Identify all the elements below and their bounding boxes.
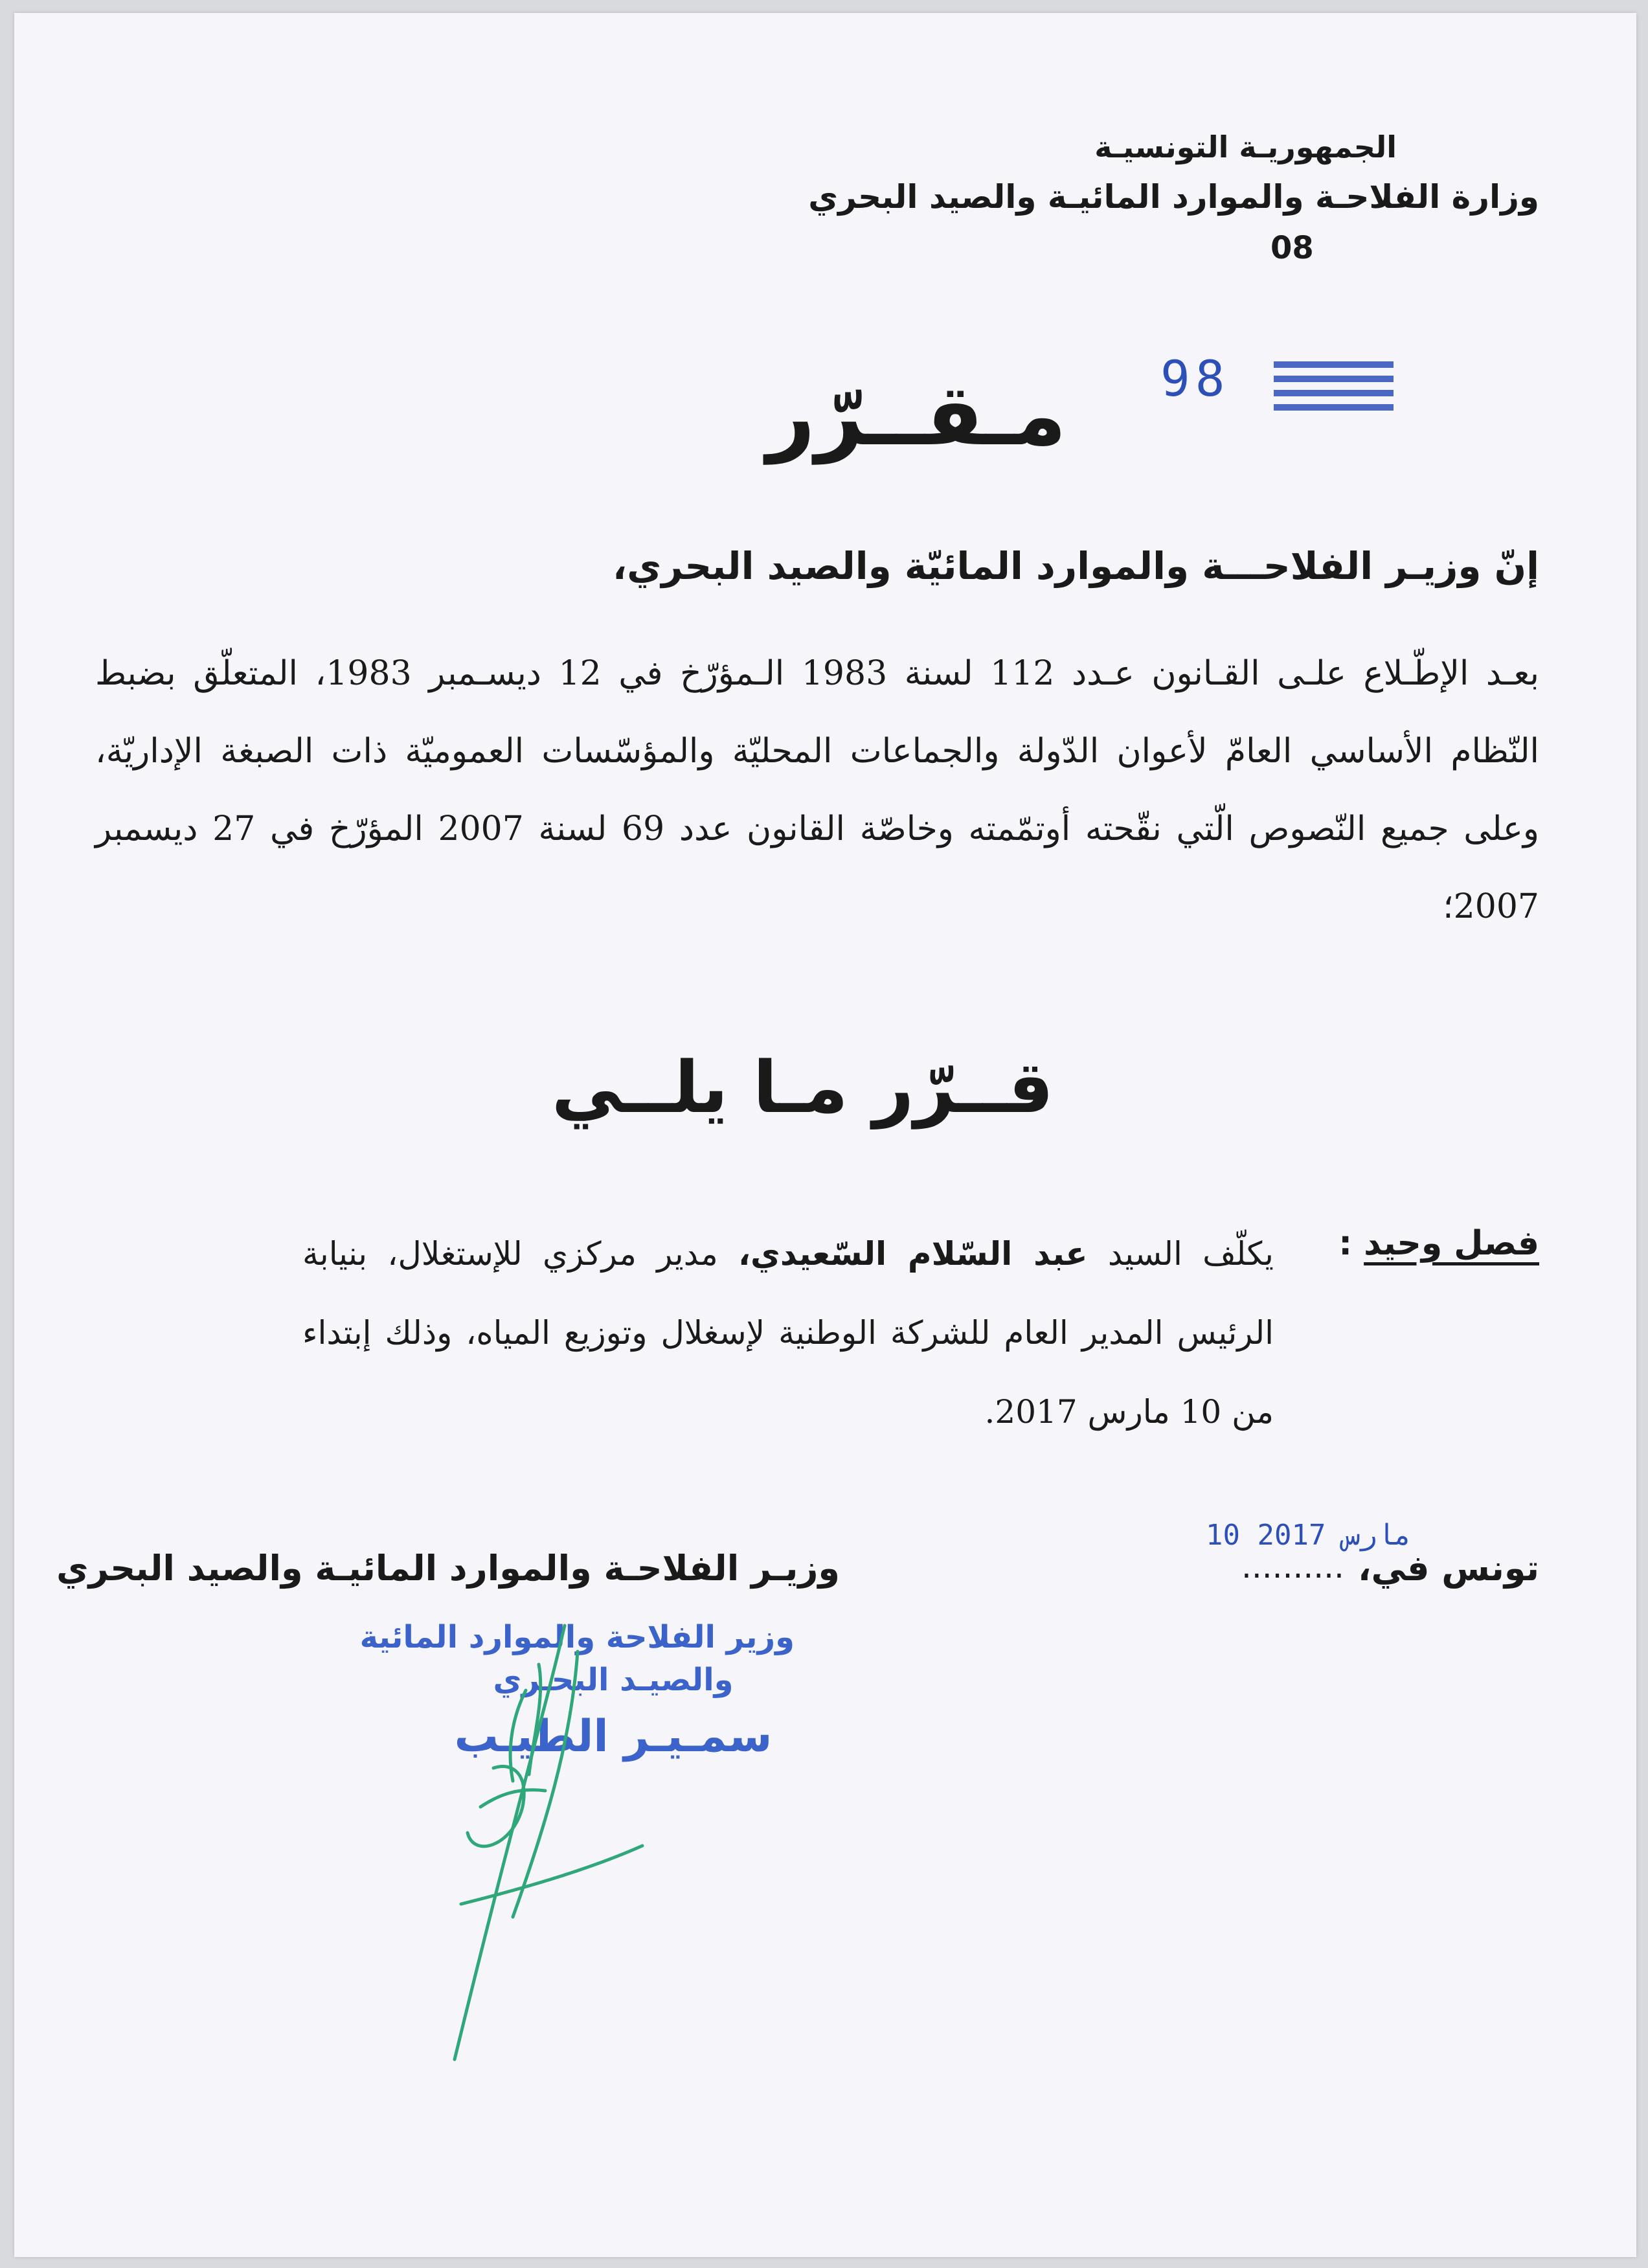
date-stamp: 10 مارس 2017 [1206, 1519, 1412, 1552]
article-separator: : [1338, 1224, 1353, 1263]
minister-title: وزيـر الفلاحـة والموارد المائيـة والصيد البحري [56, 1548, 840, 1589]
preamble-paragraph: بعـد الإطّـلاع علـى القـانون عـدد 112 لسنة 1983 الـمؤرّخ في 12 ديسـمبر 1983، المتعلّق بضبط النّظام الأساسي العامّ لأعوان الدّولة والجماعات المحليّة والمؤسّسات العموميّة ذات الصبغة الإداريّة، وعلى جميع النّصوص الّتي نقّحته أوتمّمته وخاصّة القانون عدد 69 لسنة 2007 المؤرّخ في 27 ديسمبر 2007؛ [95, 654, 1539, 926]
document-title: مـقــرّر [766, 366, 1067, 464]
article-person-name: عبد السّلام السّعيدي، [738, 1235, 1088, 1273]
seal-line-1: وزير الفلاحة والموارد المائية [359, 1619, 795, 1655]
header-republic: الجمهوريـة التونسيـة [1094, 130, 1397, 164]
header-ministry: وزارة الفلاحـة والموارد المائيـة والصيد البحري [808, 178, 1539, 216]
seal-line-2: والصيـد البحـري [493, 1662, 734, 1698]
intro-line: إنّ وزيـر الفلاحـــة والموارد المائيّة والصيد البحري، [613, 544, 1539, 588]
place-label: تونس في، [1357, 1548, 1539, 1589]
signature-icon [416, 1613, 662, 2066]
article-label-text: فصل وحيد [1364, 1224, 1539, 1263]
document-page [14, 13, 1636, 2257]
article-text-before: يكلّف السيد [1107, 1235, 1274, 1273]
registration-stamp-number: 98 [1160, 350, 1230, 407]
decision-heading: قــرّر مـا يلــي [551, 1046, 1054, 1129]
registration-stamp-bars [1274, 357, 1394, 412]
date-dots: .......... [1241, 1548, 1344, 1585]
article-body [302, 1214, 1274, 1451]
article-label [1338, 1224, 1539, 1263]
seal-name: سمـيـر الطيـب [454, 1711, 773, 1762]
article-text-after: مدير مركزي للإستغلال، بنيابة الرئيس المدير العام للشركة الوطنية لإسغلال وتوزيع المياه، وذلك إبتداء من 10 مارس 2017. [302, 1235, 1274, 1431]
header-number: 08 [1270, 230, 1314, 266]
